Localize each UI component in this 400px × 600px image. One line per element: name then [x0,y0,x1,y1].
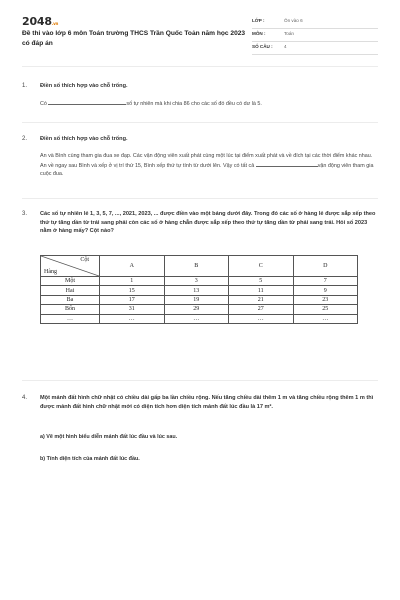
column-header: A [100,256,165,277]
table-cell: 15 [100,286,165,295]
row-label: Ba [41,295,100,304]
row-label: Bốn [41,305,100,314]
table-row [41,305,358,314]
table-cell: 1 [100,277,165,286]
column-header: C [229,256,294,277]
meta-row-class [252,16,378,29]
table-cell: 25 [293,305,358,314]
meta-label: SỐ CÂU : [252,44,273,49]
table-cell: 31 [100,305,165,314]
table-cell: … [164,314,229,323]
table-cell: 7 [293,277,358,286]
answer-blank[interactable] [48,99,126,105]
table-cell: 11 [229,286,294,295]
question-2-prefix: An và Bình cùng tham gia đua xe đạp. Các vận động viên xuất phát cùng một lúc tại điểm xuất phát và về đích tại các thời điểm khác nhau. An về ngay sau Bình và xếp ở vị trí thứ 15, Bình xếp thứ tự tính từ dưới lên. Vậy có tất cả [40,153,373,169]
table-cell: 29 [164,305,229,314]
question-4-heading: Một mảnh đất hình chữ nhật có chiều dài gấp ba lần chiều rộng. Nếu tăng chiều dài thêm 1 m và tăng chiều rộng thêm 1 m thì được mảnh đất hình chữ nhật mới có diện tích hơn diện tích mảnh đất lúc đầu là 17 m². [40,395,374,410]
question-1-suffix: số tự nhiên mà khi chia 86 cho các số đó đều có dư là 5. [126,101,262,107]
table-cell: 21 [229,295,294,304]
site-logo[interactable] [22,15,58,28]
number-table [40,255,358,324]
corner-column-label: Cột [80,257,89,263]
table-cell: … [100,314,165,323]
meta-value: Ôn vào 6 [284,18,303,23]
question-4-part-b: b) Tính diện tích của mảnh đất lúc đầu. [40,456,140,462]
meta-box [252,16,378,55]
question-2-heading: Điền số thích hợp vào chỗ trống. [40,136,128,142]
question-3-number: 3. [22,211,28,217]
table-row [41,314,358,323]
table-row [41,295,358,304]
column-header: B [164,256,229,277]
column-header: D [293,256,358,277]
row-label: … [41,314,100,323]
table-cell: 17 [100,295,165,304]
table-cell: 13 [164,286,229,295]
table-cell: 27 [229,305,294,314]
question-2-number: 2. [22,136,28,142]
page-title: Đề thi vào lớp 6 môn Toán trường THCS Trần Quốc Toản năm học 2023 có đáp án [22,30,246,47]
meta-value: Toán [284,31,294,36]
table-row [41,286,358,295]
table-corner-cell [41,256,100,277]
meta-row-count [252,42,378,55]
question-1-prefix: Có [40,101,47,107]
table-cell: … [293,314,358,323]
corner-row-label: Hàng [44,269,57,275]
question-1-number: 1. [22,83,28,89]
logo-text: 2048 [22,15,52,28]
question-2-suffix: vận động viên tham gia cuộc đua. [40,162,374,178]
table-cell: … [229,314,294,323]
question-4-number: 4. [22,395,28,401]
table-cell: 19 [164,295,229,304]
divider [22,198,378,199]
answer-blank[interactable] [256,161,318,167]
row-label: Hai [41,286,100,295]
table-row [41,277,358,286]
divider [22,380,378,381]
meta-row-subject [252,29,378,42]
table-cell: 3 [164,277,229,286]
meta-label: MÔN : [252,31,266,36]
question-3-heading: Các số tự nhiên lẻ 1, 3, 5, 7, ..., 2021, 2023, ... được điền vào một bảng dưới đây. Trong đó các số ở hàng lẻ được sắp xếp theo thứ tự tăng dần từ trái sang phải còn các số ở hàng chẵn được sắp xếp theo thứ tự tăng dần từ phải sang trái. Hỏi số 2023 nằm ở hàng mấy? Cột nào? [40,211,376,235]
logo-suffix: .vn [51,21,59,26]
question-2-body [40,152,378,179]
table-cell: 23 [293,295,358,304]
meta-label: LỚP : [252,18,265,23]
question-4-part-a: a) Vẽ một hình biểu diễn mảnh đất lúc đầu và lúc sau. [40,434,178,440]
question-1-heading: Điền số thích hợp vào chỗ trống. [40,83,128,89]
meta-value: 4 [284,44,287,49]
divider [22,66,378,67]
table-cell: 5 [229,277,294,286]
table-cell: 9 [293,286,358,295]
divider [22,122,378,123]
question-1-body [40,99,378,109]
row-label: Một [41,277,100,286]
table-header-row [41,256,358,277]
